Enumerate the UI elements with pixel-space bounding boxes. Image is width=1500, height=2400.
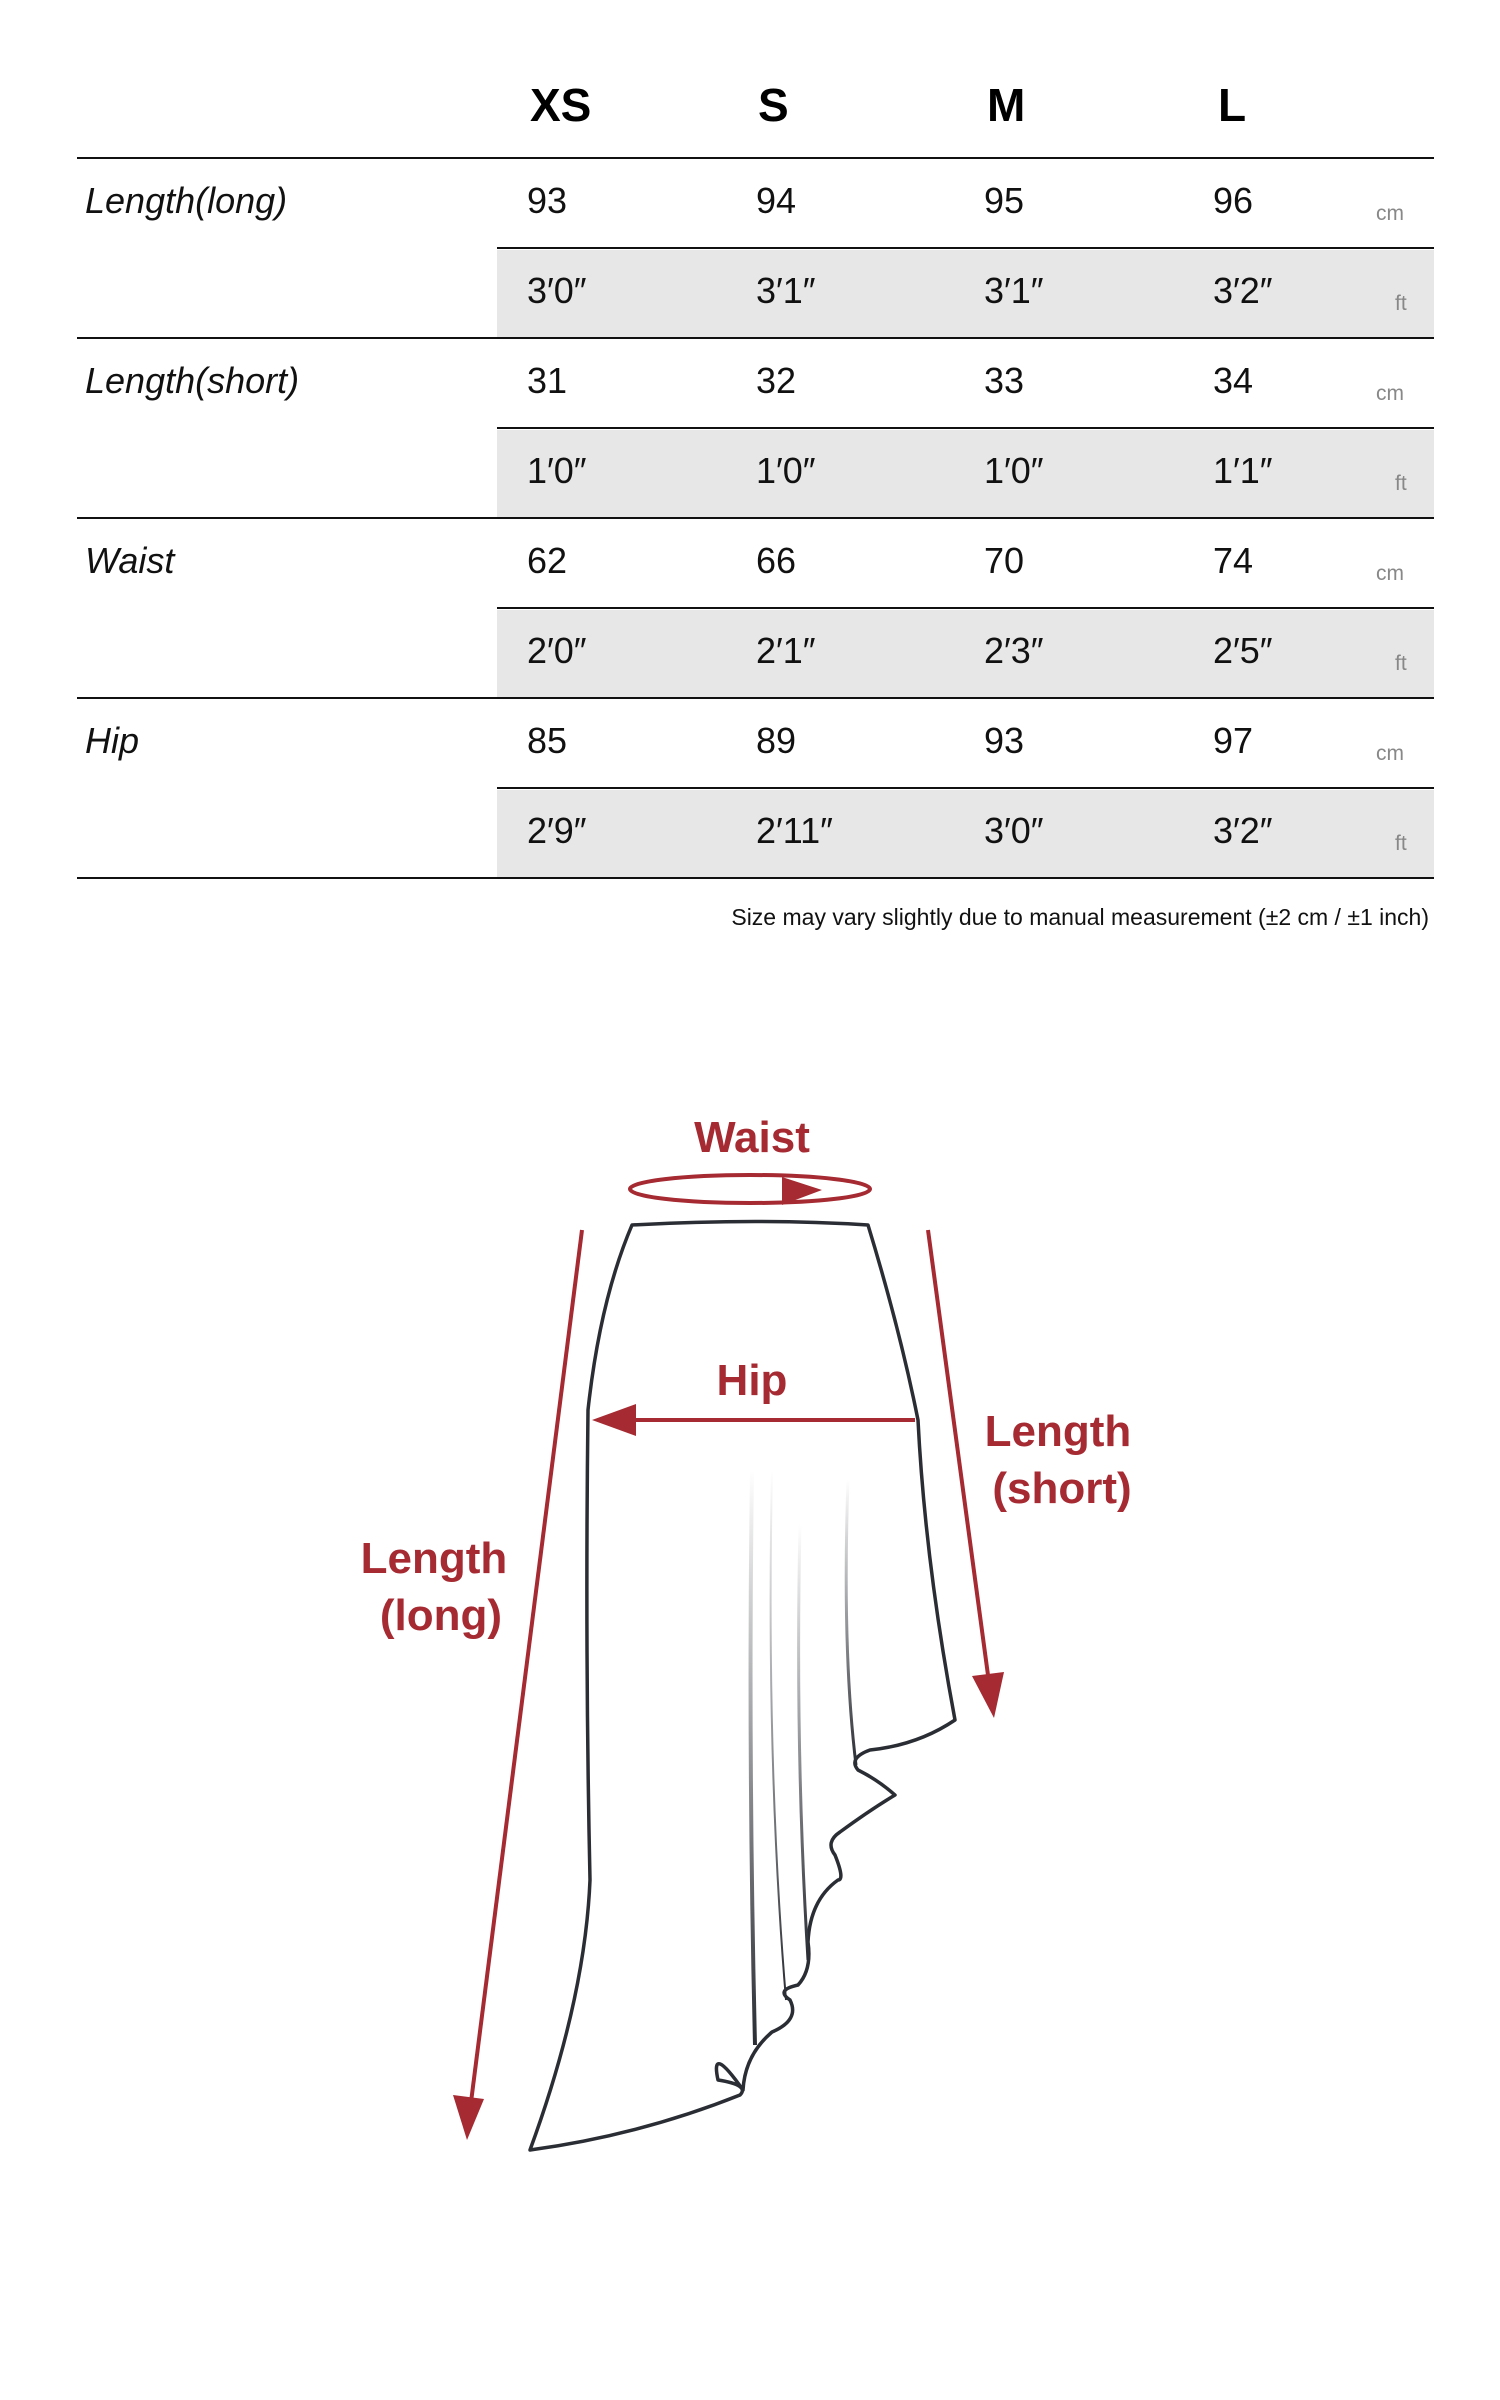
table-rule bbox=[497, 787, 1434, 789]
size-header-l: L bbox=[1218, 79, 1247, 131]
cm-value: 95 bbox=[984, 180, 1025, 221]
cm-value: 66 bbox=[756, 540, 797, 581]
cm-value: 31 bbox=[527, 360, 568, 401]
ft-value: 3′2″ bbox=[1213, 810, 1273, 851]
ft-value: 3′1″ bbox=[756, 270, 816, 311]
length-long-sub-label: (long) bbox=[379, 1591, 503, 1640]
ft-value: 1′0″ bbox=[756, 450, 816, 491]
length-short-sub-label: (short) bbox=[992, 1464, 1132, 1513]
ft-band bbox=[497, 430, 1434, 519]
length-long-arrow-line bbox=[470, 1230, 582, 2110]
cm-value: 34 bbox=[1213, 360, 1254, 401]
ft-band bbox=[497, 790, 1434, 879]
ft-value: 2′0″ bbox=[527, 630, 587, 671]
ft-band bbox=[497, 610, 1434, 699]
size-header-s: S bbox=[758, 79, 789, 131]
cm-value: 97 bbox=[1213, 720, 1254, 761]
unit-cm: cm bbox=[1376, 202, 1404, 225]
cm-value: 96 bbox=[1213, 180, 1254, 221]
length-short-label: Length bbox=[984, 1407, 1132, 1456]
ft-value: 1′0″ bbox=[984, 450, 1044, 491]
length-long-label: Length bbox=[360, 1534, 508, 1583]
ft-value: 2′9″ bbox=[527, 810, 587, 851]
cm-value: 62 bbox=[527, 540, 568, 581]
table-rule bbox=[77, 697, 1434, 699]
table-rule bbox=[77, 517, 1434, 519]
table-rule bbox=[497, 427, 1434, 429]
row-label-length-long: Length(long) bbox=[85, 180, 288, 221]
unit-ft: ft bbox=[1395, 832, 1407, 855]
table-rule bbox=[77, 877, 1434, 879]
cm-value: 93 bbox=[527, 180, 568, 221]
ft-value: 3′0″ bbox=[527, 270, 587, 311]
cm-value: 70 bbox=[984, 540, 1025, 581]
size-header-m: M bbox=[987, 79, 1026, 131]
cm-value: 32 bbox=[756, 360, 797, 401]
table-rule bbox=[77, 337, 1434, 339]
cm-value: 33 bbox=[984, 360, 1025, 401]
waist-label: Waist bbox=[694, 1113, 810, 1162]
unit-ft: ft bbox=[1395, 652, 1407, 675]
table-rule bbox=[497, 247, 1434, 249]
ft-value: 2′1″ bbox=[756, 630, 816, 671]
size-header-xs: XS bbox=[530, 79, 592, 131]
size-table bbox=[77, 60, 1434, 940]
cm-value: 74 bbox=[1213, 540, 1254, 581]
ft-value: 2′3″ bbox=[984, 630, 1044, 671]
row-label-hip: Hip bbox=[85, 720, 140, 761]
skirt-diagram bbox=[0, 1040, 1500, 2240]
cm-value: 93 bbox=[984, 720, 1025, 761]
unit-ft: ft bbox=[1395, 292, 1407, 315]
unit-cm: cm bbox=[1376, 562, 1404, 585]
row-label-length-short: Length(short) bbox=[85, 360, 300, 401]
table-rule bbox=[497, 607, 1434, 609]
ft-band bbox=[497, 250, 1434, 339]
unit-cm: cm bbox=[1376, 742, 1404, 765]
ft-value: 2′5″ bbox=[1213, 630, 1273, 671]
ft-value: 3′0″ bbox=[984, 810, 1044, 851]
measurement-note: Size may vary slightly due to manual measurement (±2 cm / ±1 inch) bbox=[731, 904, 1429, 930]
length-short-arrow-icon bbox=[972, 1672, 1004, 1718]
table-rule bbox=[77, 157, 1434, 159]
hip-label: Hip bbox=[716, 1356, 788, 1405]
row-label-waist: Waist bbox=[85, 540, 175, 581]
waist-loop bbox=[630, 1175, 870, 1203]
ft-value: 3′2″ bbox=[1213, 270, 1273, 311]
unit-ft: ft bbox=[1395, 472, 1407, 495]
cm-value: 89 bbox=[756, 720, 797, 761]
ft-value: 1′0″ bbox=[527, 450, 587, 491]
ft-value: 2′11″ bbox=[756, 810, 833, 851]
ft-value: 1′1″ bbox=[1213, 450, 1273, 491]
unit-cm: cm bbox=[1376, 382, 1404, 405]
cm-value: 94 bbox=[756, 180, 797, 221]
cm-value: 85 bbox=[527, 720, 568, 761]
ft-value: 3′1″ bbox=[984, 270, 1044, 311]
length-long-arrow-icon bbox=[453, 2095, 484, 2140]
